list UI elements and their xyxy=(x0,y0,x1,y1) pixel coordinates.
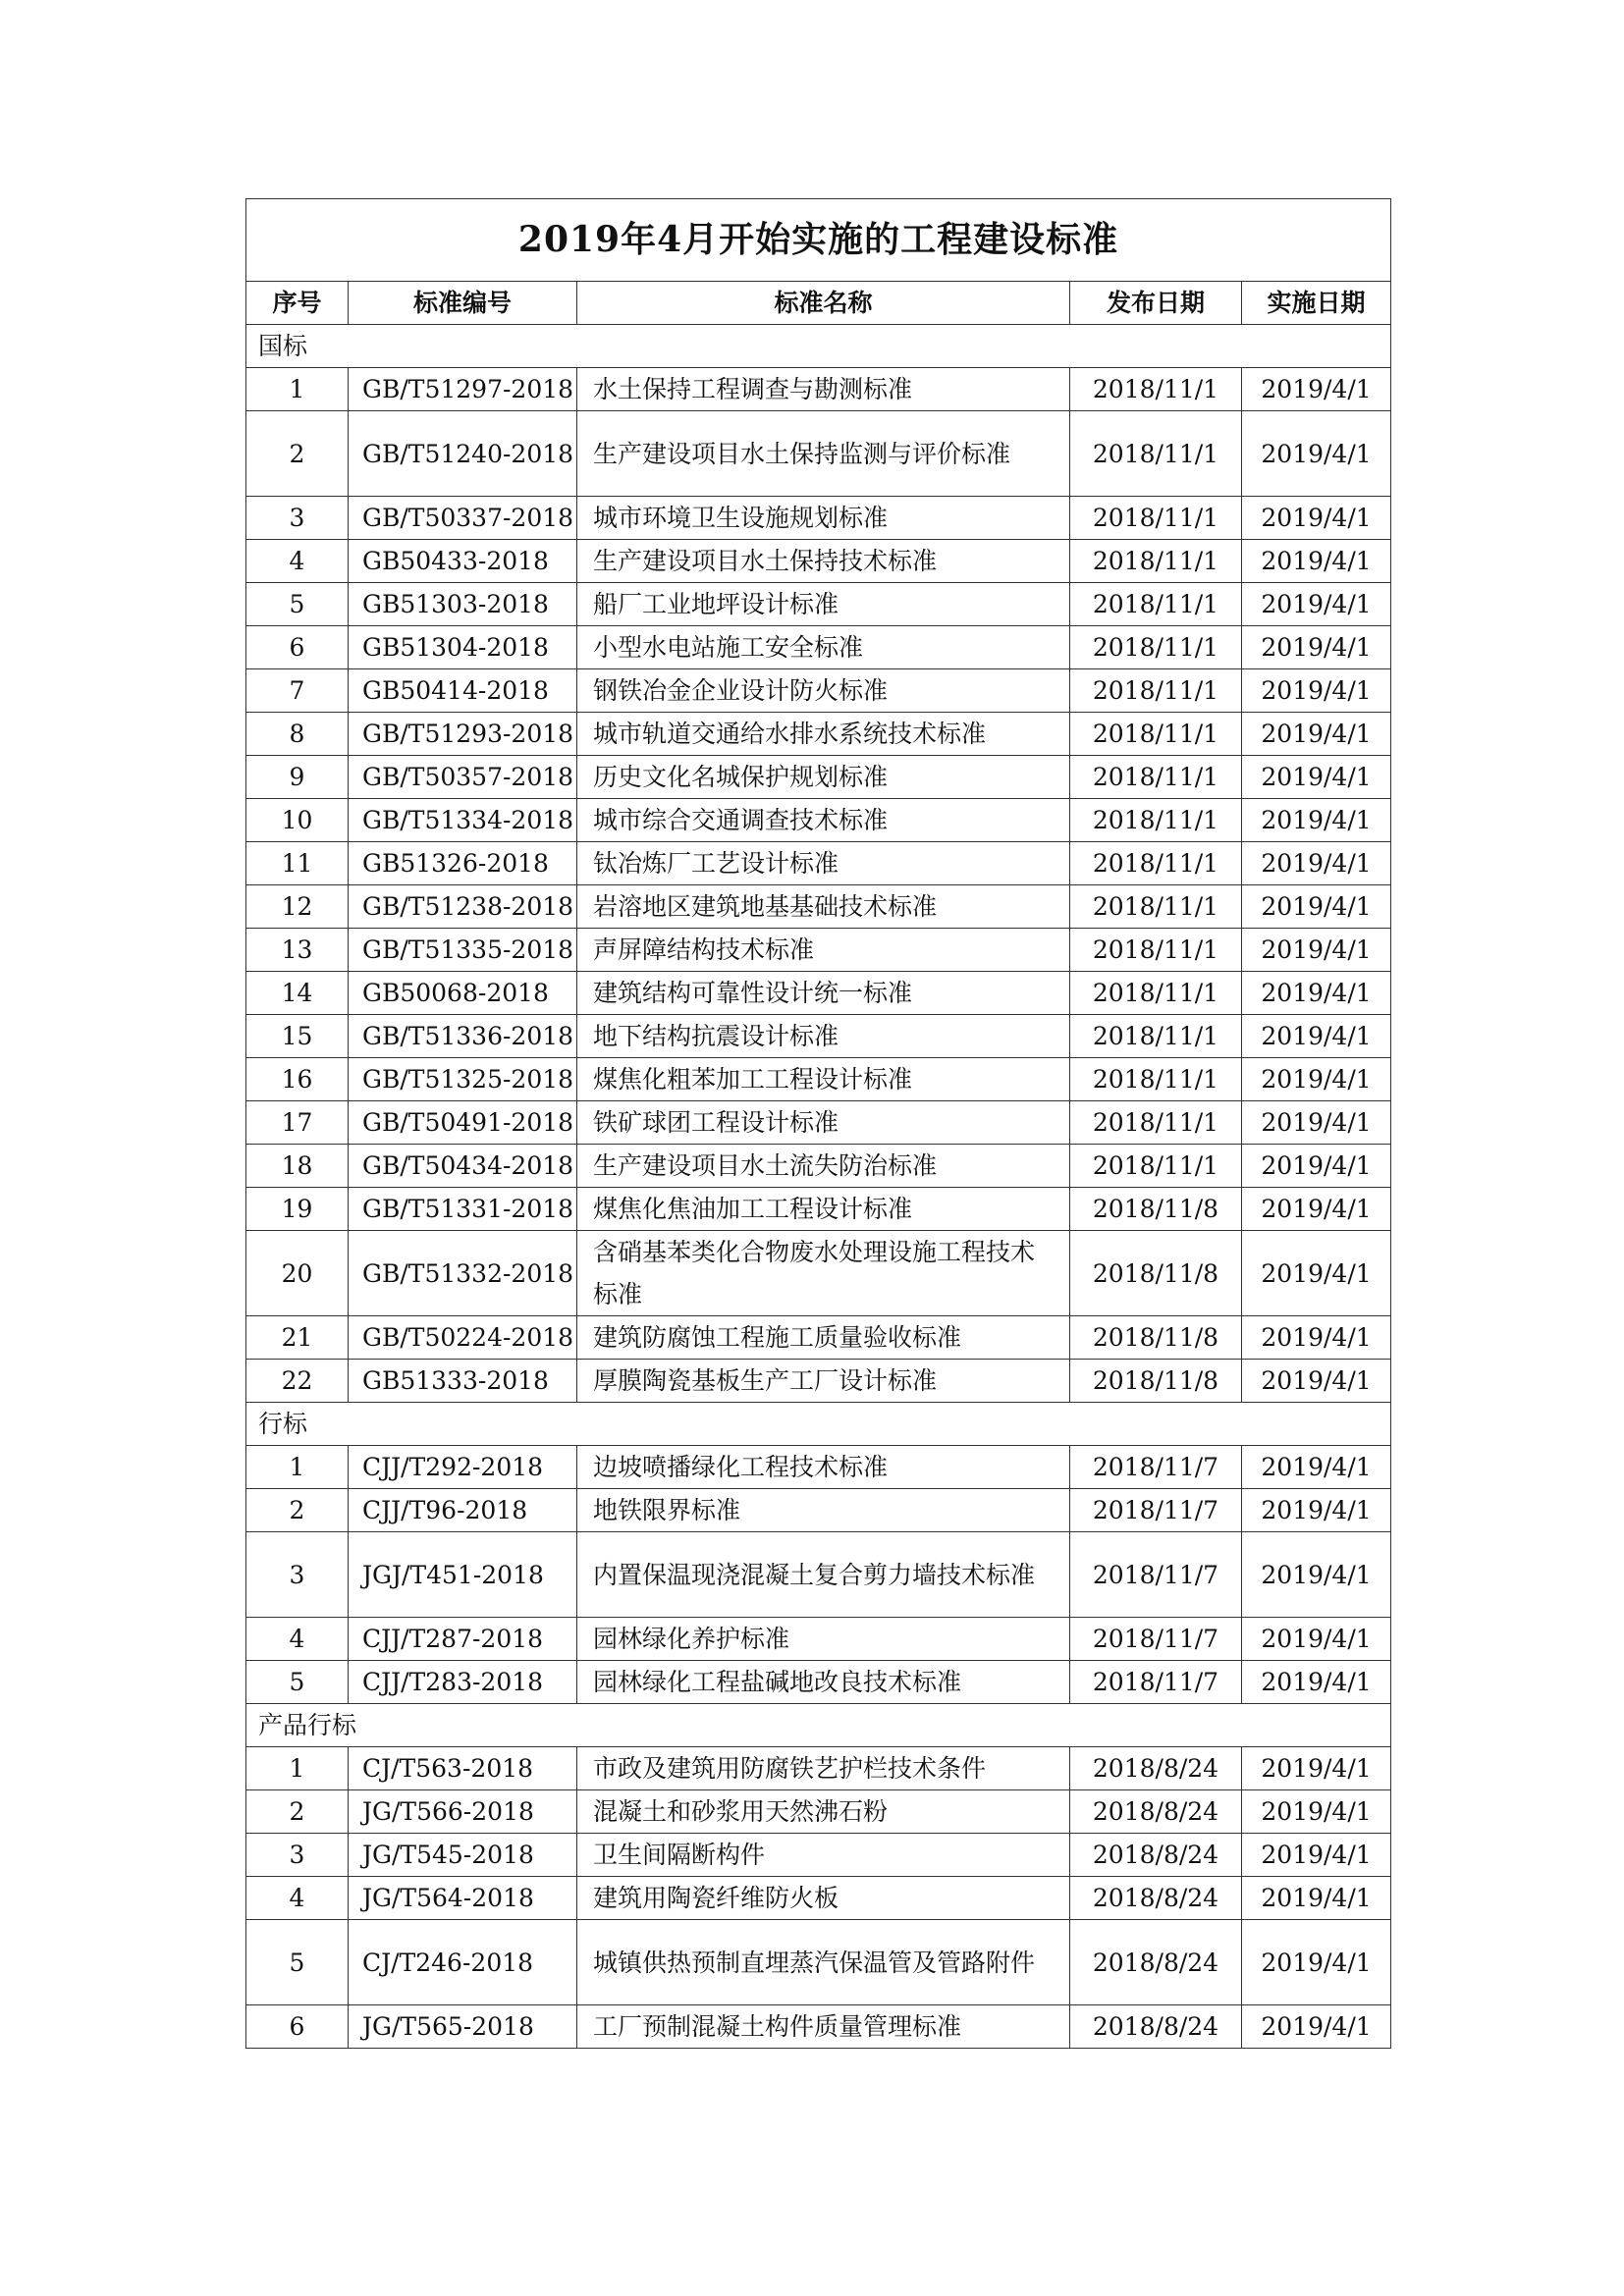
cell-publish-date: 2018/11/8 xyxy=(1070,1360,1242,1403)
cell-standard-code: CJ/T246-2018 xyxy=(349,1920,577,2005)
table-row xyxy=(246,1920,1391,2005)
cell-standard-name: 园林绿化工程盐碱地改良技术标准 xyxy=(577,1661,1070,1704)
cell-standard-name: 船厂工业地坪设计标准 xyxy=(577,583,1070,626)
cell-standard-code: GB/T51336-2018 xyxy=(349,1015,577,1058)
cell-standard-code: GB/T51293-2018 xyxy=(349,713,577,756)
table-row xyxy=(246,1446,1391,1489)
cell-standard-code: GB/T51238-2018 xyxy=(349,885,577,929)
table-row xyxy=(246,497,1391,540)
cell-standard-name: 煤焦化粗苯加工工程设计标准 xyxy=(577,1058,1070,1101)
table-row xyxy=(246,756,1391,799)
header-code: 标准编号 xyxy=(349,282,577,325)
cell-publish-date: 2018/11/1 xyxy=(1070,842,1242,885)
table-row xyxy=(246,1316,1391,1360)
cell-standard-name: 城市环境卫生设施规划标准 xyxy=(577,497,1070,540)
cell-serial-no: 4 xyxy=(246,540,349,583)
cell-standard-code: CJJ/T287-2018 xyxy=(349,1618,577,1661)
cell-standard-name: 钢铁冶金企业设计防火标准 xyxy=(577,669,1070,713)
table-row xyxy=(246,972,1391,1015)
cell-serial-no: 18 xyxy=(246,1145,349,1188)
cell-serial-no: 5 xyxy=(246,583,349,626)
cell-serial-no: 20 xyxy=(246,1231,349,1316)
cell-standard-name: 地铁限界标准 xyxy=(577,1489,1070,1532)
cell-publish-date: 2018/11/1 xyxy=(1070,972,1242,1015)
cell-publish-date: 2018/11/1 xyxy=(1070,713,1242,756)
cell-effective-date: 2019/4/1 xyxy=(1242,2005,1391,2049)
cell-effective-date: 2019/4/1 xyxy=(1242,1532,1391,1618)
cell-serial-no: 3 xyxy=(246,1834,349,1877)
cell-standard-code: JG/T564-2018 xyxy=(349,1877,577,1920)
cell-publish-date: 2018/8/24 xyxy=(1070,1790,1242,1834)
cell-publish-date: 2018/8/24 xyxy=(1070,1877,1242,1920)
cell-serial-no: 6 xyxy=(246,2005,349,2049)
cell-serial-no: 2 xyxy=(246,1489,349,1532)
cell-standard-code: GB50414-2018 xyxy=(349,669,577,713)
cell-serial-no: 3 xyxy=(246,1532,349,1618)
cell-publish-date: 2018/11/1 xyxy=(1070,497,1242,540)
section-label: 产品行标 xyxy=(246,1704,1391,1747)
table-row xyxy=(246,1877,1391,1920)
table-row xyxy=(246,713,1391,756)
cell-serial-no: 7 xyxy=(246,669,349,713)
cell-publish-date: 2018/11/7 xyxy=(1070,1446,1242,1489)
table-row xyxy=(246,929,1391,972)
cell-effective-date: 2019/4/1 xyxy=(1242,1920,1391,2005)
cell-serial-no: 15 xyxy=(246,1015,349,1058)
section-label: 国标 xyxy=(246,325,1391,368)
cell-publish-date: 2018/11/1 xyxy=(1070,929,1242,972)
cell-standard-code: CJJ/T96-2018 xyxy=(349,1489,577,1532)
cell-serial-no: 14 xyxy=(246,972,349,1015)
cell-publish-date: 2018/11/1 xyxy=(1070,626,1242,669)
cell-serial-no: 21 xyxy=(246,1316,349,1360)
cell-effective-date: 2019/4/1 xyxy=(1242,1316,1391,1360)
cell-publish-date: 2018/11/1 xyxy=(1070,540,1242,583)
table-row xyxy=(246,1618,1391,1661)
cell-publish-date: 2018/11/1 xyxy=(1070,1145,1242,1188)
cell-effective-date: 2019/4/1 xyxy=(1242,368,1391,411)
cell-effective-date: 2019/4/1 xyxy=(1242,1058,1391,1101)
cell-effective-date: 2019/4/1 xyxy=(1242,411,1391,497)
table-row xyxy=(246,1532,1391,1618)
cell-effective-date: 2019/4/1 xyxy=(1242,1834,1391,1877)
cell-standard-code: GB50068-2018 xyxy=(349,972,577,1015)
cell-serial-no: 13 xyxy=(246,929,349,972)
cell-serial-no: 2 xyxy=(246,411,349,497)
cell-serial-no: 1 xyxy=(246,1446,349,1489)
cell-standard-name: 边坡喷播绿化工程技术标准 xyxy=(577,1446,1070,1489)
title-row xyxy=(246,199,1391,282)
cell-publish-date: 2018/11/8 xyxy=(1070,1316,1242,1360)
cell-effective-date: 2019/4/1 xyxy=(1242,799,1391,842)
table-row xyxy=(246,1834,1391,1877)
cell-publish-date: 2018/11/1 xyxy=(1070,1101,1242,1145)
cell-publish-date: 2018/11/1 xyxy=(1070,368,1242,411)
cell-effective-date: 2019/4/1 xyxy=(1242,497,1391,540)
cell-standard-code: CJJ/T292-2018 xyxy=(349,1446,577,1489)
cell-effective-date: 2019/4/1 xyxy=(1242,540,1391,583)
cell-standard-name: 厚膜陶瓷基板生产工厂设计标准 xyxy=(577,1360,1070,1403)
table-body xyxy=(246,325,1391,2049)
cell-standard-code: JG/T566-2018 xyxy=(349,1790,577,1834)
cell-publish-date: 2018/11/7 xyxy=(1070,1489,1242,1532)
cell-effective-date: 2019/4/1 xyxy=(1242,583,1391,626)
table-row xyxy=(246,1015,1391,1058)
table-row xyxy=(246,1145,1391,1188)
table-row xyxy=(246,885,1391,929)
cell-standard-code: CJJ/T283-2018 xyxy=(349,1661,577,1704)
cell-standard-code: GB51326-2018 xyxy=(349,842,577,885)
cell-effective-date: 2019/4/1 xyxy=(1242,1489,1391,1532)
cell-effective-date: 2019/4/1 xyxy=(1242,972,1391,1015)
cell-publish-date: 2018/8/24 xyxy=(1070,2005,1242,2049)
cell-effective-date: 2019/4/1 xyxy=(1242,713,1391,756)
table-row xyxy=(246,1058,1391,1101)
cell-standard-name: 小型水电站施工安全标准 xyxy=(577,626,1070,669)
cell-standard-code: GB/T51240-2018 xyxy=(349,411,577,497)
cell-serial-no: 3 xyxy=(246,497,349,540)
cell-standard-name: 园林绿化养护标准 xyxy=(577,1618,1070,1661)
cell-effective-date: 2019/4/1 xyxy=(1242,626,1391,669)
cell-effective-date: 2019/4/1 xyxy=(1242,1188,1391,1231)
cell-standard-name: 岩溶地区建筑地基基础技术标准 xyxy=(577,885,1070,929)
section-label: 行标 xyxy=(246,1403,1391,1446)
header-no: 序号 xyxy=(246,282,349,325)
table-row xyxy=(246,540,1391,583)
section-row xyxy=(246,1403,1391,1446)
cell-standard-name: 工厂预制混凝土构件质量管理标准 xyxy=(577,2005,1070,2049)
cell-standard-code: GB/T51331-2018 xyxy=(349,1188,577,1231)
cell-serial-no: 9 xyxy=(246,756,349,799)
cell-standard-code: JGJ/T451-2018 xyxy=(349,1532,577,1618)
section-row xyxy=(246,325,1391,368)
cell-standard-name: 混凝土和砂浆用天然沸石粉 xyxy=(577,1790,1070,1834)
cell-standard-name: 生产建设项目水土保持技术标准 xyxy=(577,540,1070,583)
section-row xyxy=(246,1704,1391,1747)
cell-standard-code: CJ/T563-2018 xyxy=(349,1747,577,1790)
cell-serial-no: 22 xyxy=(246,1360,349,1403)
cell-publish-date: 2018/8/24 xyxy=(1070,1834,1242,1877)
cell-standard-code: GB/T50357-2018 xyxy=(349,756,577,799)
cell-effective-date: 2019/4/1 xyxy=(1242,669,1391,713)
cell-standard-name: 市政及建筑用防腐铁艺护栏技术条件 xyxy=(577,1747,1070,1790)
cell-serial-no: 2 xyxy=(246,1790,349,1834)
table-row xyxy=(246,1790,1391,1834)
cell-effective-date: 2019/4/1 xyxy=(1242,885,1391,929)
cell-publish-date: 2018/11/7 xyxy=(1070,1618,1242,1661)
cell-standard-name: 城市综合交通调查技术标准 xyxy=(577,799,1070,842)
cell-standard-name: 内置保温现浇混凝土复合剪力墙技术标准 xyxy=(577,1532,1070,1618)
cell-standard-code: GB/T50491-2018 xyxy=(349,1101,577,1145)
header-row xyxy=(246,282,1391,325)
cell-effective-date: 2019/4/1 xyxy=(1242,842,1391,885)
cell-standard-name: 铁矿球团工程设计标准 xyxy=(577,1101,1070,1145)
cell-publish-date: 2018/11/1 xyxy=(1070,756,1242,799)
table-row xyxy=(246,1231,1391,1316)
cell-standard-name: 卫生间隔断构件 xyxy=(577,1834,1070,1877)
cell-effective-date: 2019/4/1 xyxy=(1242,1877,1391,1920)
table-row xyxy=(246,1188,1391,1231)
table-row xyxy=(246,1101,1391,1145)
cell-effective-date: 2019/4/1 xyxy=(1242,1231,1391,1316)
cell-standard-name: 生产建设项目水土流失防治标准 xyxy=(577,1145,1070,1188)
cell-standard-name: 生产建设项目水土保持监测与评价标准 xyxy=(577,411,1070,497)
cell-publish-date: 2018/11/1 xyxy=(1070,583,1242,626)
cell-standard-code: GB51333-2018 xyxy=(349,1360,577,1403)
cell-serial-no: 4 xyxy=(246,1618,349,1661)
table-row xyxy=(246,1661,1391,1704)
table-row xyxy=(246,842,1391,885)
cell-standard-code: GB/T51297-2018 xyxy=(349,368,577,411)
cell-standard-code: GB/T50337-2018 xyxy=(349,497,577,540)
cell-standard-code: GB/T51335-2018 xyxy=(349,929,577,972)
table-row xyxy=(246,1747,1391,1790)
cell-serial-no: 8 xyxy=(246,713,349,756)
header-effective-date: 实施日期 xyxy=(1242,282,1391,325)
cell-standard-code: GB/T51332-2018 xyxy=(349,1231,577,1316)
table-row xyxy=(246,583,1391,626)
table-row xyxy=(246,669,1391,713)
cell-standard-code: GB51303-2018 xyxy=(349,583,577,626)
cell-standard-code: JG/T545-2018 xyxy=(349,1834,577,1877)
cell-effective-date: 2019/4/1 xyxy=(1242,1747,1391,1790)
cell-effective-date: 2019/4/1 xyxy=(1242,1145,1391,1188)
cell-serial-no: 1 xyxy=(246,1747,349,1790)
cell-standard-name: 城市轨道交通给水排水系统技术标准 xyxy=(577,713,1070,756)
cell-standard-name: 历史文化名城保护规划标准 xyxy=(577,756,1070,799)
cell-publish-date: 2018/11/1 xyxy=(1070,1015,1242,1058)
cell-effective-date: 2019/4/1 xyxy=(1242,1618,1391,1661)
cell-serial-no: 16 xyxy=(246,1058,349,1101)
cell-effective-date: 2019/4/1 xyxy=(1242,1661,1391,1704)
cell-publish-date: 2018/11/7 xyxy=(1070,1532,1242,1618)
cell-serial-no: 5 xyxy=(246,1920,349,2005)
cell-publish-date: 2018/11/8 xyxy=(1070,1188,1242,1231)
cell-standard-code: GB51304-2018 xyxy=(349,626,577,669)
cell-publish-date: 2018/11/1 xyxy=(1070,669,1242,713)
cell-publish-date: 2018/11/1 xyxy=(1070,799,1242,842)
cell-effective-date: 2019/4/1 xyxy=(1242,756,1391,799)
table-row xyxy=(246,626,1391,669)
cell-standard-code: GB50433-2018 xyxy=(349,540,577,583)
cell-standard-name: 含硝基苯类化合物废水处理设施工程技术标准 xyxy=(577,1231,1070,1316)
cell-effective-date: 2019/4/1 xyxy=(1242,1360,1391,1403)
cell-serial-no: 5 xyxy=(246,1661,349,1704)
cell-standard-name: 城镇供热预制直埋蒸汽保温管及管路附件 xyxy=(577,1920,1070,2005)
cell-standard-name: 地下结构抗震设计标准 xyxy=(577,1015,1070,1058)
cell-standard-code: GB/T50434-2018 xyxy=(349,1145,577,1188)
cell-publish-date: 2018/11/1 xyxy=(1070,1058,1242,1101)
standards-document xyxy=(245,198,1390,2049)
cell-publish-date: 2018/8/24 xyxy=(1070,1920,1242,2005)
cell-standard-code: GB/T51325-2018 xyxy=(349,1058,577,1101)
cell-serial-no: 10 xyxy=(246,799,349,842)
cell-serial-no: 17 xyxy=(246,1101,349,1145)
cell-effective-date: 2019/4/1 xyxy=(1242,1015,1391,1058)
cell-standard-name: 建筑用陶瓷纤维防火板 xyxy=(577,1877,1070,1920)
cell-serial-no: 19 xyxy=(246,1188,349,1231)
table-row xyxy=(246,1489,1391,1532)
standards-table xyxy=(245,198,1391,2049)
cell-serial-no: 4 xyxy=(246,1877,349,1920)
cell-effective-date: 2019/4/1 xyxy=(1242,1101,1391,1145)
cell-standard-name: 建筑防腐蚀工程施工质量验收标准 xyxy=(577,1316,1070,1360)
cell-serial-no: 11 xyxy=(246,842,349,885)
cell-standard-code: JG/T565-2018 xyxy=(349,2005,577,2049)
cell-publish-date: 2018/11/1 xyxy=(1070,885,1242,929)
cell-publish-date: 2018/8/24 xyxy=(1070,1747,1242,1790)
table-row xyxy=(246,799,1391,842)
cell-standard-name: 建筑结构可靠性设计统一标准 xyxy=(577,972,1070,1015)
cell-serial-no: 1 xyxy=(246,368,349,411)
cell-standard-name: 声屏障结构技术标准 xyxy=(577,929,1070,972)
table-row xyxy=(246,411,1391,497)
cell-effective-date: 2019/4/1 xyxy=(1242,929,1391,972)
table-row xyxy=(246,1360,1391,1403)
cell-standard-name: 水土保持工程调查与勘测标准 xyxy=(577,368,1070,411)
table-title: 2019年4月开始实施的工程建设标准 xyxy=(246,199,1391,282)
header-name: 标准名称 xyxy=(577,282,1070,325)
cell-standard-name: 煤焦化焦油加工工程设计标准 xyxy=(577,1188,1070,1231)
cell-effective-date: 2019/4/1 xyxy=(1242,1790,1391,1834)
cell-serial-no: 6 xyxy=(246,626,349,669)
cell-standard-name: 钛冶炼厂工艺设计标准 xyxy=(577,842,1070,885)
cell-publish-date: 2018/11/1 xyxy=(1070,411,1242,497)
cell-standard-code: GB/T50224-2018 xyxy=(349,1316,577,1360)
table-row xyxy=(246,2005,1391,2049)
cell-serial-no: 12 xyxy=(246,885,349,929)
cell-effective-date: 2019/4/1 xyxy=(1242,1446,1391,1489)
cell-publish-date: 2018/11/7 xyxy=(1070,1661,1242,1704)
table-row xyxy=(246,368,1391,411)
cell-publish-date: 2018/11/8 xyxy=(1070,1231,1242,1316)
cell-standard-code: GB/T51334-2018 xyxy=(349,799,577,842)
header-publish-date: 发布日期 xyxy=(1070,282,1242,325)
